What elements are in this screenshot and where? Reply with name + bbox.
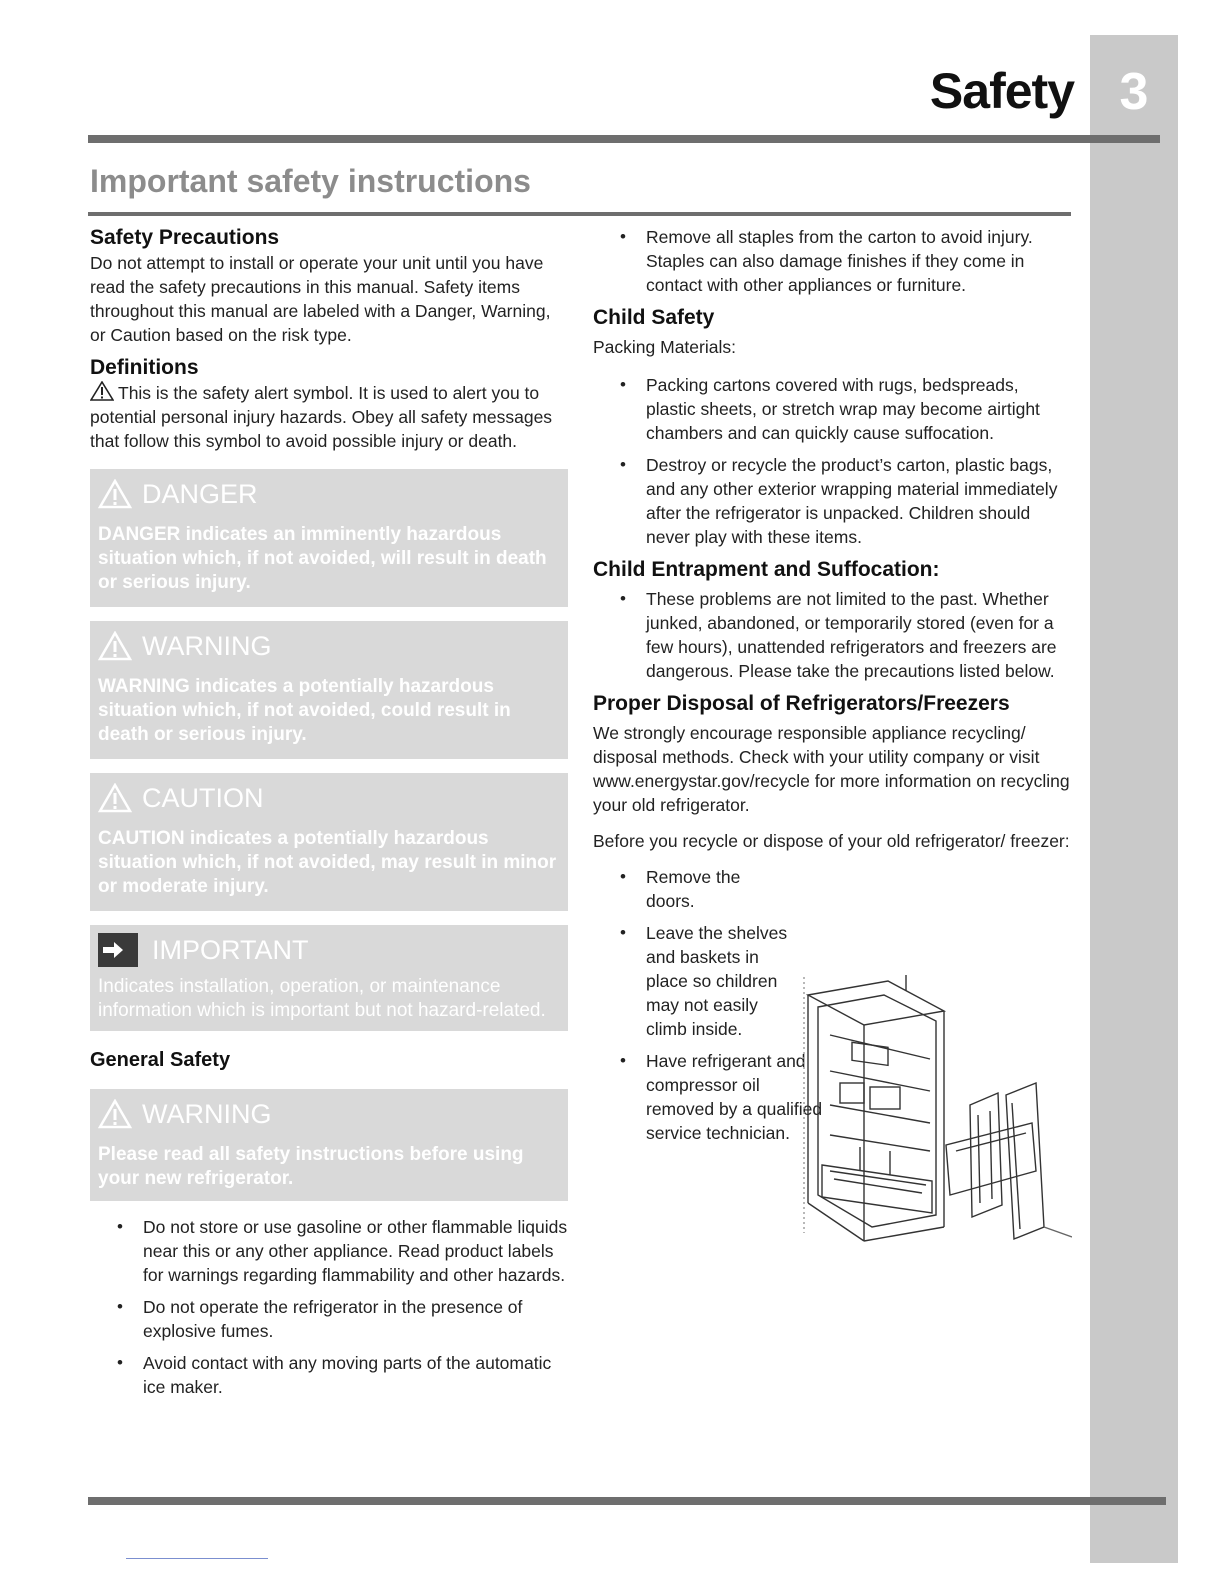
list-item: • Remove the doors. [593, 865, 793, 913]
definitions-body: This is the safety alert symbol. It is used to alert you to potential personal injury hazards. Obey all safety messages that follow this symbol to avoid possible injury or death. [90, 383, 553, 451]
danger-alert-icon [98, 479, 132, 509]
list-item: • Avoid contact with any moving parts of the automatic ice maker. [90, 1351, 568, 1399]
disposal-body-2: Before you recycle or dispose of your old refrigerator/ freezer: [593, 831, 1070, 851]
list-item: • Do not operate the refrigerator in the presence of explosive fumes. [90, 1295, 568, 1343]
footer-divider [88, 1497, 1166, 1505]
list-item: • Remove all staples from the carton to avoid injury. Staples can also damage finishes if they come in contact with other appliances or furniture. [593, 225, 1073, 297]
packing-materials-label: Packing Materials: [593, 337, 736, 357]
list-item: • Destroy or recycle the product’s carton, plastic bags, and any other exterior wrapping material immediately after the refrigerator is unpacked. Children should never play with these items. [593, 453, 1073, 549]
general-warning-text: Please read all safety instructions before using your new refrigerator. [98, 1144, 524, 1189]
caution-text: CAUTION indicates a potentially hazardous situation which, if not avoided, may result in minor or moderate injury. [98, 828, 557, 897]
warning-title: WARNING [142, 631, 272, 661]
left-column [90, 225, 568, 1407]
general-safety-list [90, 1215, 568, 1399]
entrapment-list [593, 587, 1073, 683]
safety-precautions-body: Do not attempt to install or operate your unit until you have read the safety precautions in this manual. Safety items throughout this manual are labeled with a Danger, Warning, or Caution based on the risk type. [90, 253, 551, 345]
list-item: • These problems are not limited to the past. Whether junked, abandoned, or temporarily stored (even for a few hours), unattended refrigerators and freezers are dangerous. Please take the precautions listed below. [593, 587, 1073, 683]
list-item: • Packing cartons covered with rugs, bedspreads, plastic sheets, or stretch wrap may become airtight chambers and can quickly cause suffocation. [593, 373, 1073, 445]
chapter-title: Safety [929, 63, 1074, 119]
header-divider [88, 135, 1160, 143]
definitions-heading: Definitions [90, 356, 199, 379]
general-safety-heading: General Safety [90, 1049, 231, 1071]
disposal-body-1: We strongly encourage responsible appliance recycling/ disposal methods. Check with your utility company or visit www.energystar.gov/recycle for more information on recycling your old refrigerator. [593, 723, 1070, 815]
entrapment-heading: Child Entrapment and Suffocation: [593, 558, 940, 581]
danger-text: DANGER indicates an imminently hazardous situation which, if not avoided, will result in death or serious injury. [98, 524, 547, 593]
child-safety-heading: Child Safety [593, 306, 715, 329]
disposal-list [593, 865, 823, 1145]
caution-alert-icon [98, 783, 132, 813]
child-safety-list [593, 373, 1073, 549]
section-title: Important safety instructions [90, 163, 531, 199]
danger-title: DANGER [142, 479, 258, 509]
important-box [90, 925, 568, 1031]
danger-box [90, 469, 568, 607]
list-item: • Have refrigerant and compressor oil removed by a qualified service technician. [593, 1049, 823, 1145]
page-number: 3 [1119, 63, 1149, 121]
warning-box [90, 621, 568, 759]
general-warning-title: WARNING [142, 1099, 272, 1129]
important-title: IMPORTANT [152, 935, 309, 965]
warning-text: WARNING indicates a potentially hazardous situation which, if not avoided, could result in death or serious injury. [98, 676, 511, 745]
caution-box [90, 773, 568, 911]
general-warning-box [90, 1089, 568, 1201]
refrigerator-illustration [800, 975, 1072, 1243]
list-item: • Leave the shelves and baskets in place so children may not easily climb inside. [593, 921, 793, 1041]
warning-alert-icon [98, 631, 132, 661]
chapter-side-tab [1090, 35, 1178, 1563]
definitions-paragraph [90, 381, 568, 453]
section-divider [88, 212, 1071, 216]
arrow-right-icon [98, 933, 138, 967]
staples-list [593, 225, 1073, 297]
caution-title: CAUTION [142, 783, 264, 813]
safety-precautions-heading: Safety Precautions [90, 226, 280, 249]
important-text: Indicates installation, operation, or maintenance information which is important but not hazard-related. [98, 976, 546, 1021]
safety-alert-icon [90, 381, 114, 401]
list-item: • Do not store or use gasoline or other flammable liquids near this or any other appliance. Read product labels for warnings regarding flammability and other hazards. [90, 1215, 568, 1287]
disposal-heading: Proper Disposal of Refrigerators/Freezers [593, 692, 1010, 715]
footer-underline [126, 1558, 268, 1559]
warning-alert-icon [98, 1099, 132, 1129]
